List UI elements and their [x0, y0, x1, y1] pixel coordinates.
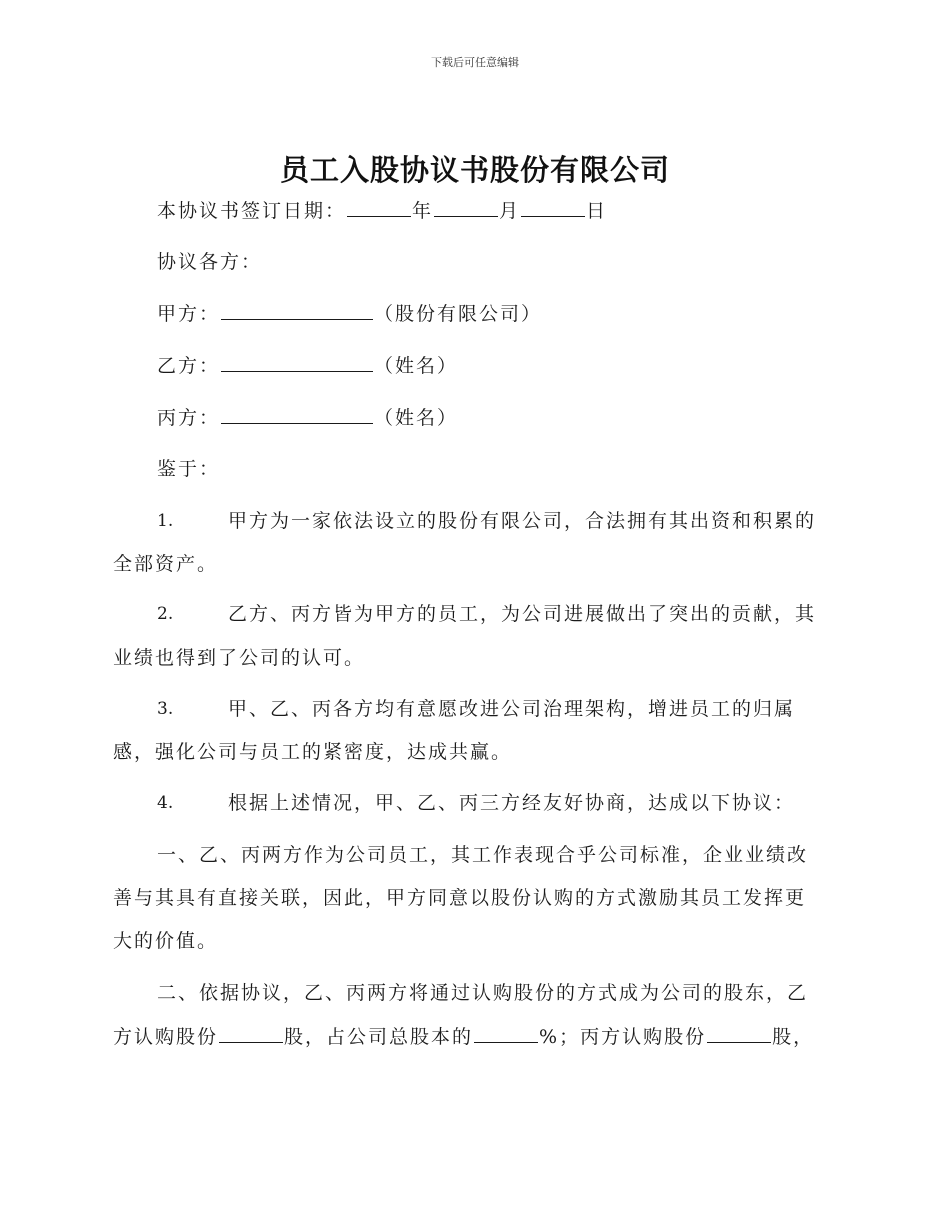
recital-1-line2: 全部资产。 — [113, 553, 219, 575]
recital-4-line1: 根据上述情况，甲、乙、丙三方经友好协商，达成以下协议： — [228, 792, 796, 814]
clause-one-line1: 一、乙、丙两方作为公司员工，其工作表现合乎公司标准，企业业绩改 — [157, 844, 809, 866]
header-note: 下载后可任意编辑 — [431, 56, 519, 69]
recital-2-line2: 业绩也得到了公司的认可。 — [113, 647, 366, 669]
recital-4-number: 4. — [157, 793, 174, 813]
day-label: 日 — [586, 200, 608, 222]
year-blank — [347, 198, 411, 217]
party-b-shares-blank — [219, 1024, 283, 1043]
recital-2-number: 2. — [157, 604, 174, 624]
signing-date-line — [157, 198, 607, 223]
parties-heading: 协议各方： — [157, 251, 263, 273]
party-b-blank — [221, 353, 373, 372]
clause-two-part-b: 股，占公司总股本的 — [284, 1026, 474, 1048]
party-b-line — [157, 353, 458, 378]
month-label: 月 — [499, 200, 521, 222]
party-b-label: 乙方： — [157, 355, 221, 377]
party-b-percent-blank — [474, 1024, 538, 1043]
party-c-line — [157, 405, 458, 430]
recital-1-line1: 甲方为一家依法设立的股份有限公司，合法拥有其出资和积累的 — [228, 510, 817, 532]
recital-3-number: 3. — [157, 699, 174, 719]
recital-1-number: 1. — [157, 511, 174, 531]
recital-2-line1: 乙方、丙方皆为甲方的员工，为公司进展做出了突出的贡献，其 — [228, 603, 817, 625]
party-c-blank — [221, 405, 373, 424]
clause-one-line2: 善与其具有直接关联，因此，甲方同意以股份认购的方式激励其员工发挥更 — [113, 887, 807, 909]
whereas-heading: 鉴于： — [157, 458, 221, 480]
recital-3-line1: 甲、乙、丙各方均有意愿改进公司治理架构，增进员工的归属 — [228, 698, 796, 720]
clause-two-part-c: %；丙方认购股份 — [539, 1026, 707, 1048]
party-c-shares-blank — [707, 1024, 771, 1043]
party-a-line — [157, 301, 542, 326]
clause-two-line2 — [113, 1024, 814, 1049]
party-b-note: （姓名） — [374, 355, 459, 377]
day-blank — [521, 198, 585, 217]
document-title: 员工入股协议书股份有限公司 — [279, 153, 670, 187]
month-blank — [434, 198, 498, 217]
party-c-label: 丙方： — [157, 407, 221, 429]
signing-date-label: 本协议书签订日期： — [157, 200, 347, 222]
party-a-blank — [221, 301, 373, 320]
party-a-label: 甲方： — [157, 303, 221, 325]
party-c-note: （姓名） — [374, 407, 459, 429]
clause-one-line3: 大的价值。 — [113, 930, 219, 952]
year-label: 年 — [412, 200, 434, 222]
clause-two-part-a: 方认购股份 — [113, 1026, 219, 1048]
clause-two-line1: 二、依据协议，乙、丙两方将通过认购股份的方式成为公司的股东，乙 — [157, 982, 809, 1004]
recital-3-line2: 感，强化公司与员工的紧密度，达成共赢。 — [113, 741, 513, 763]
party-a-note: （股份有限公司） — [374, 303, 543, 325]
clause-two-part-d: 股， — [772, 1026, 815, 1048]
